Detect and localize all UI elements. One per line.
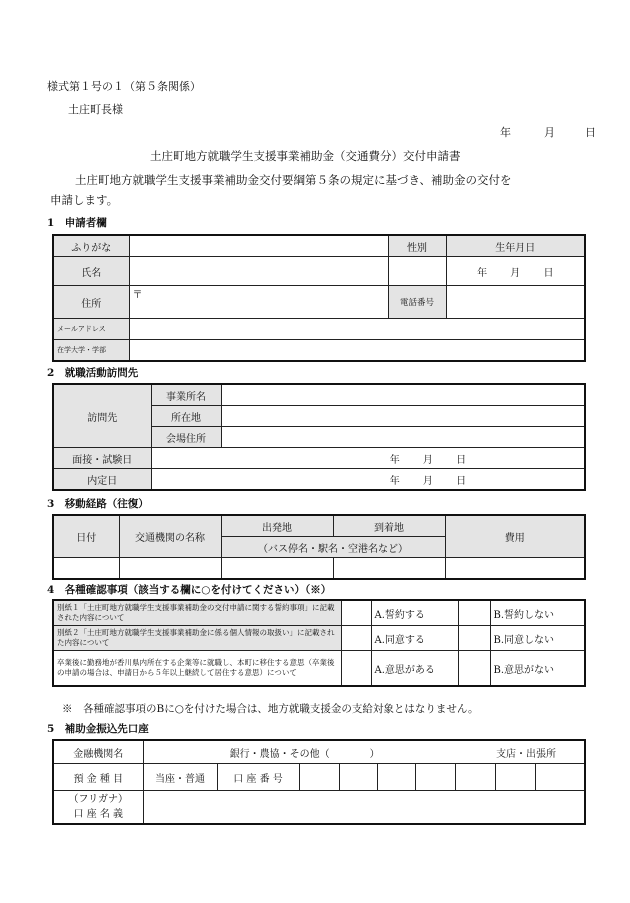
address-field[interactable] [129,286,388,319]
date-day-label: 日 [585,126,596,139]
postal-mark: 〒 [132,290,143,301]
confirm-row2-b-mark[interactable] [458,626,490,651]
birth-day-label: 日 [543,267,554,279]
bank-types: 銀行・農協・その他（ ） [229,748,380,760]
furigana-label: ふりがな [53,235,129,257]
gender-label: 性別 [388,235,446,257]
account-type-label: 預 金 種 目 [53,764,143,791]
school-field[interactable] [129,340,585,362]
confirm-row3-a-mark[interactable] [341,651,371,687]
birthdate-label: 生年月日 [446,235,585,257]
confirm-row3-a-label: A.意思がある [371,651,458,687]
offer-month-label: 月 [422,475,433,487]
departure-field[interactable] [221,558,333,580]
account-kinds[interactable]: 当座・普通 [143,764,217,791]
name-field[interactable] [129,257,388,286]
arrival-field[interactable] [333,558,445,580]
route-date-field[interactable] [53,558,119,580]
confirm-row1-a-label: A.誓約する [371,600,458,626]
cost-header: 費用 [445,515,585,558]
applicant-table [52,234,586,362]
transport-field[interactable] [119,558,221,580]
account-holder-field[interactable] [143,791,585,825]
section5-heading: 5 補助金振込先口座 [47,723,149,735]
birthdate-field[interactable] [446,257,585,286]
date-year-label: 年 [500,126,511,139]
bank-table [52,739,586,825]
account-digit-5[interactable] [455,764,495,791]
confirm-row2-b-label: B.同意しない [490,626,585,651]
account-number-label: 口 座 番 号 [217,764,299,791]
email-label: メールアドレス [53,319,129,340]
form-number: 様式第１号の１（第５条関係） [47,80,201,93]
visit-label: 訪問先 [53,384,151,448]
offer-day-label: 日 [456,475,467,487]
confirm-row2-text: 別紙２「土庄町地方就職学生支援事業補助金に係る個人情報の取扱い」に記載された内容について [53,626,341,651]
confirm-row2-a-label: A.同意する [371,626,458,651]
holder-furigana-label: （フリガナ） [68,794,128,805]
school-label: 在学大学・学部 [53,340,129,362]
office-name-label: 事業所名 [151,384,221,406]
account-digit-7[interactable] [535,764,585,791]
interview-month-label: 月 [422,454,433,466]
address-label: 住所 [53,286,129,319]
account-digit-2[interactable] [339,764,377,791]
interview-day-label: 日 [456,454,467,466]
interview-date-label: 面接・試験日 [53,448,151,469]
place-note: （バス停名・駅名・空港名など） [221,537,445,558]
arrival-header: 到着地 [333,515,445,537]
account-digit-6[interactable] [495,764,535,791]
addressee: 土庄町長様 [68,103,123,116]
confirm-row1-text: 別紙１「土庄町地方就職学生支援事業補助金の交付申請に関する誓約事項」に記載された内容について [53,600,341,626]
bank-name-label: 金融機関名 [53,740,143,764]
venue-address-label: 会場住所 [151,427,221,448]
departure-header: 出発地 [221,515,333,537]
account-holder-label [53,791,143,825]
confirmation-table [52,599,586,687]
offer-date-label: 内定日 [53,469,151,491]
route-table [52,514,586,580]
gender-field[interactable] [388,257,446,286]
offer-year-label: 年 [389,475,400,487]
location-label: 所在地 [151,406,221,427]
account-digit-1[interactable] [299,764,339,791]
confirm-row1-b-mark[interactable] [458,600,490,626]
confirm-row1-a-mark[interactable] [341,600,371,626]
section2-heading: 2 就職活動訪問先 [47,367,139,379]
intro-text-line2: 申請します。 [50,193,119,207]
cost-field[interactable] [445,558,585,580]
phone-label: 電話番号 [388,286,446,319]
phone-field[interactable] [446,286,585,319]
confirm-row3-text: 卒業後に勤務地が香川県内所在する企業等に就職し、本町に移住する意思（卒業後の申請の場合は、申請日から５年以上継続して居住する意思）について [53,651,341,687]
birth-year-label: 年 [477,267,488,279]
account-digit-3[interactable] [377,764,415,791]
birth-month-label: 月 [510,267,521,279]
offer-date-field[interactable] [151,469,585,491]
section4-heading: 4 各種確認事項（該当する欄に○を付けてください）（※） [47,584,332,596]
confirm-row1-b-label: B.誓約しない [490,600,585,626]
interview-date-field[interactable] [151,448,585,469]
transport-header: 交通機関の名称 [119,515,221,558]
office-name-field[interactable] [221,384,585,406]
bank-name-field[interactable] [143,740,585,764]
page-title: 土庄町地方就職学生支援事業補助金（交通費分）交付申請書 [150,149,461,163]
branch-label: 支店・出張所 [496,748,557,760]
holder-name-label: 口 座 名 義 [73,809,124,820]
name-label: 氏名 [53,257,129,286]
confirm-row3-b-label: B.意思がない [490,651,585,687]
route-date-header: 日付 [53,515,119,558]
furigana-field[interactable] [129,235,388,257]
confirm-row3-b-mark[interactable] [458,651,490,687]
intro-text-line1: 土庄町地方就職学生支援事業補助金交付要綱第５条の規定に基づき、補助金の交付を [75,173,512,187]
confirm-row2-a-mark[interactable] [341,626,371,651]
confirmation-note: ※ 各種確認事項のBに○を付けた場合は、地方就職支援金の支給対象とはなりません。 [62,703,479,715]
account-digit-4[interactable] [415,764,455,791]
interview-year-label: 年 [389,454,400,466]
section3-heading: 3 移動経路（往復） [47,498,149,510]
email-field[interactable] [129,319,585,340]
venue-address-field[interactable] [221,427,585,448]
section1-heading: 1 申請者欄 [47,217,107,229]
visit-table [52,383,586,491]
location-field[interactable] [221,406,585,427]
date-month-label: 月 [544,126,555,139]
